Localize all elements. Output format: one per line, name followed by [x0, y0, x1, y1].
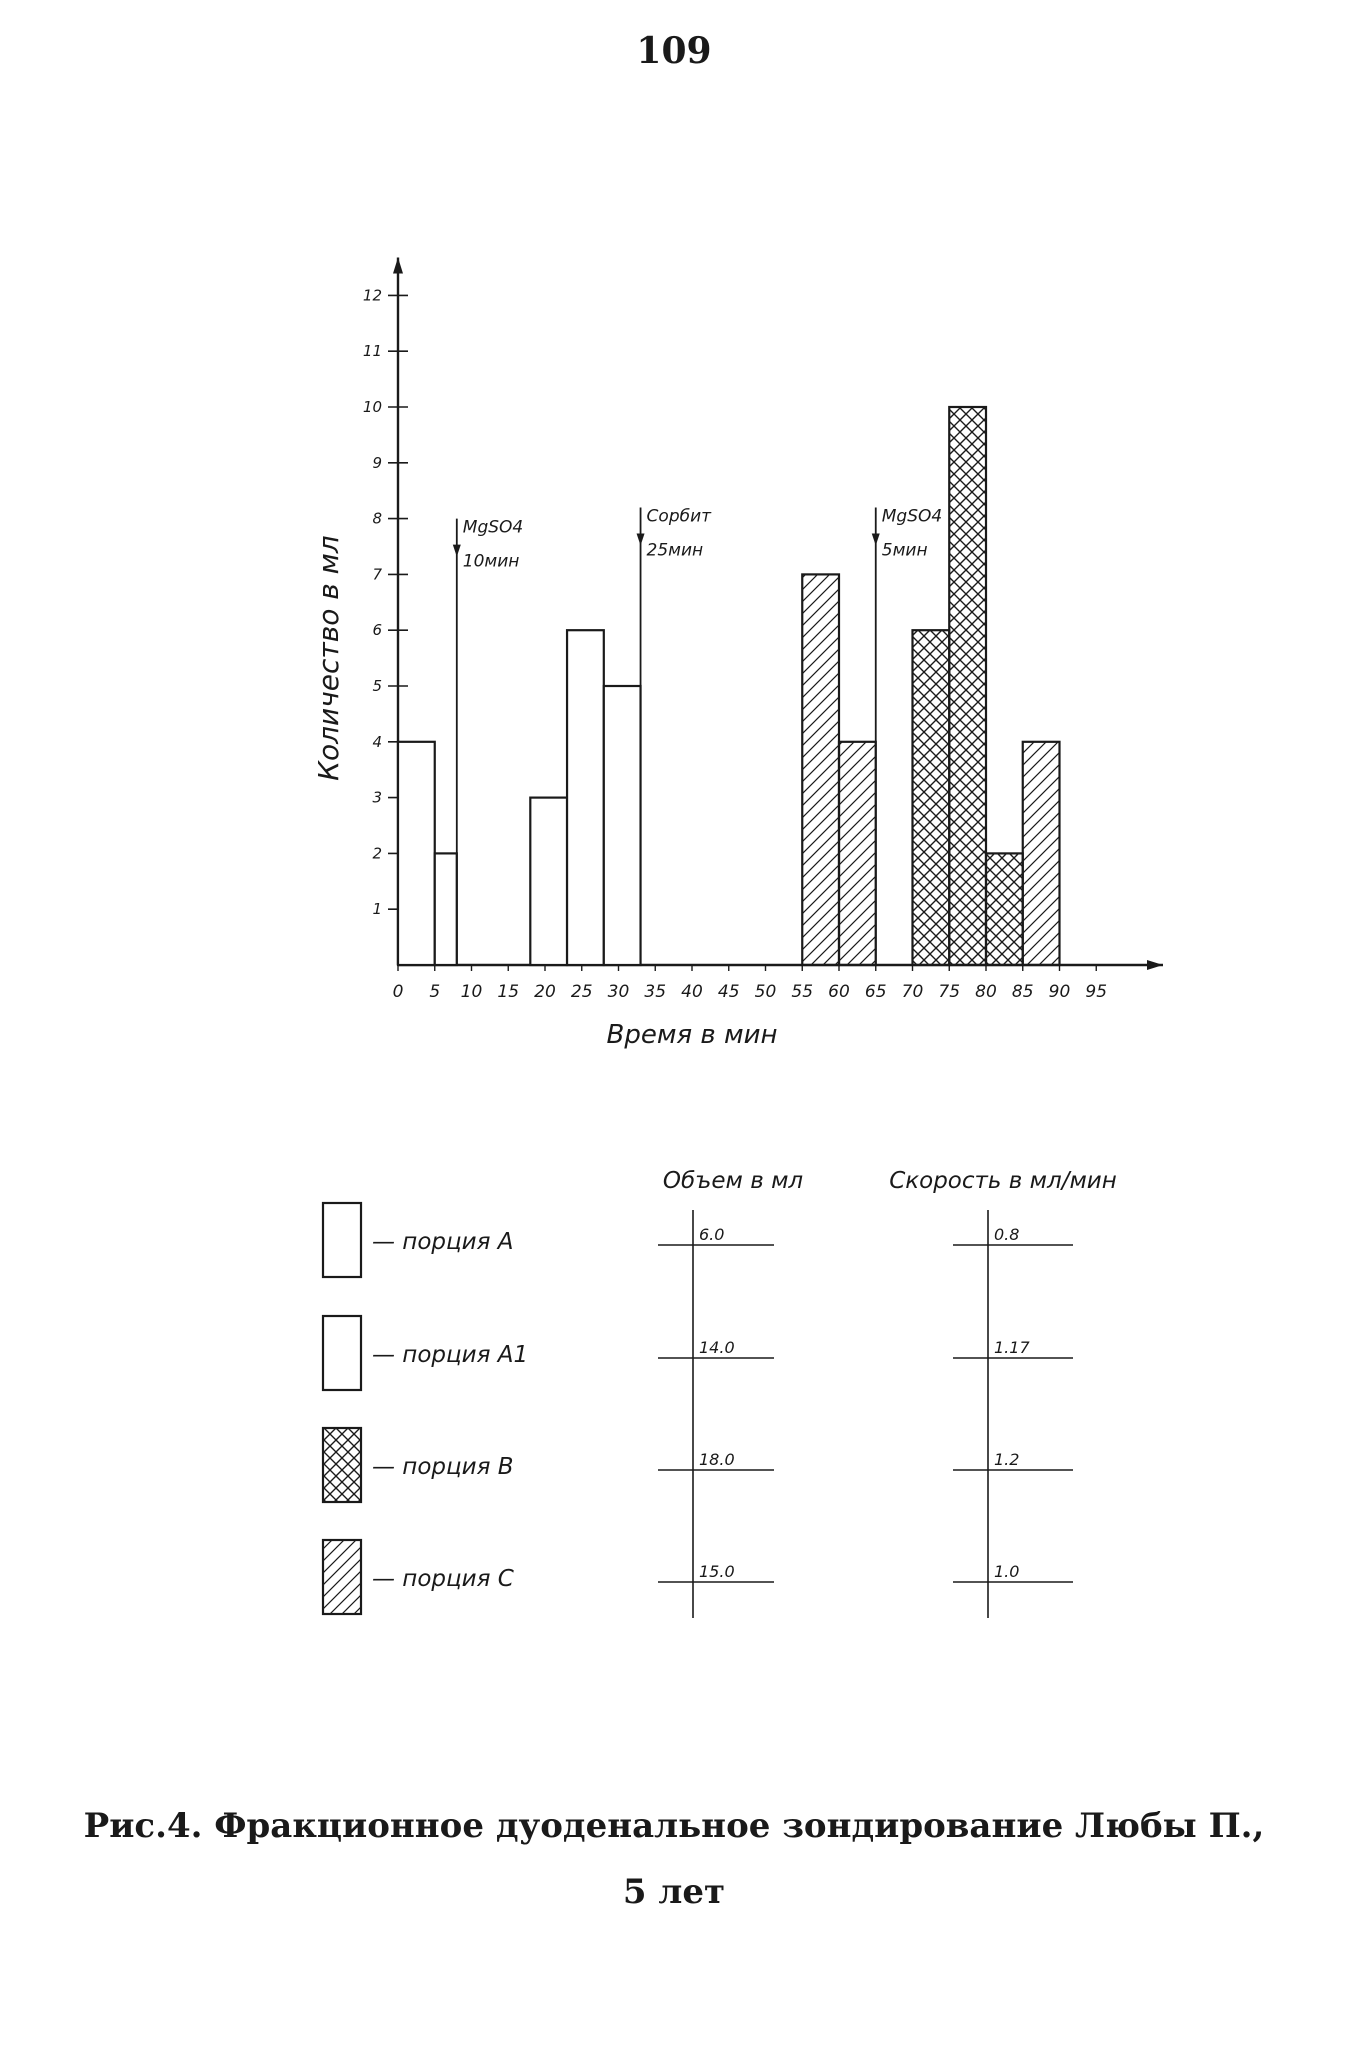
x-tick-label: 90 — [1048, 982, 1071, 1002]
y-tick-label: 1 — [372, 900, 382, 919]
x-tick-label: 55 — [791, 982, 814, 1002]
y-tick-label: 5 — [372, 677, 382, 695]
x-tick-label: 35 — [644, 982, 667, 1002]
rate-value: 1.17 — [994, 1338, 1030, 1357]
x-tick-label: 40 — [681, 982, 703, 1002]
y-axis-arrow — [393, 258, 403, 274]
x-tick-label: 75 — [938, 982, 961, 1002]
annotation-arrowhead — [637, 533, 645, 545]
bar-portion-b — [986, 853, 1023, 965]
annotation-time: 25мин — [646, 540, 704, 561]
legend-swatch-a — [323, 1203, 361, 1277]
x-axis-title: Время в мин — [606, 1020, 778, 1050]
y-tick-label: 10 — [362, 398, 382, 416]
page-number: 109 — [636, 30, 712, 72]
figure-caption-subline: 5 лет — [622, 1872, 726, 1912]
annotation-time: 5мин — [881, 540, 928, 561]
x-tick-label: 25 — [570, 982, 593, 1002]
bar-portion-b — [949, 407, 986, 965]
bar-portion-c — [1023, 742, 1060, 965]
legend-swatch-b — [323, 1428, 361, 1502]
volume-value: 14.0 — [699, 1338, 735, 1357]
histogram-plot — [312, 258, 1163, 1051]
x-tick-label: 95 — [1085, 982, 1108, 1002]
y-tick-label: 7 — [372, 565, 382, 584]
x-axis-arrow — [1147, 960, 1163, 970]
bar-portion-a — [398, 742, 435, 965]
bar-portion-c — [839, 742, 876, 965]
legend-label: — порция С — [372, 1566, 514, 1592]
x-tick-label: 5 — [429, 982, 441, 1002]
x-tick-label: 10 — [460, 982, 483, 1002]
x-tick-label: 85 — [1011, 982, 1034, 1002]
rate-value: 1.0 — [994, 1562, 1020, 1581]
x-tick-label: 30 — [607, 982, 630, 1002]
legend-label: — порция А1 — [372, 1342, 529, 1368]
y-tick-label: 2 — [372, 844, 382, 863]
y-tick-label: 6 — [372, 621, 382, 640]
x-tick-label: 70 — [901, 982, 924, 1002]
legend-table — [323, 1168, 1117, 1618]
x-tick-label: 65 — [864, 982, 887, 1002]
x-tick-label: 20 — [534, 982, 556, 1002]
legend-swatch-a1 — [323, 1316, 361, 1390]
bar-portion-a1 — [530, 798, 567, 965]
annotation-arrowhead — [872, 533, 880, 545]
annotation-arrowhead — [453, 545, 461, 557]
y-tick-label: 12 — [362, 286, 382, 305]
x-tick-label: 50 — [754, 982, 777, 1002]
legend-label: — порция В — [372, 1454, 514, 1480]
bar-portion-a1 — [567, 630, 604, 965]
x-tick-label: 60 — [828, 982, 850, 1002]
y-tick-label: 11 — [362, 342, 382, 361]
annotation-substance: MgSO4 — [881, 506, 943, 527]
bar-portion-b — [913, 630, 950, 965]
bar-portion-c — [802, 574, 839, 965]
annotation-substance: Сорбит — [646, 506, 712, 527]
x-tick-label: 15 — [497, 982, 520, 1002]
y-tick-label: 8 — [372, 509, 382, 528]
x-tick-label: 45 — [717, 982, 740, 1002]
bar-portion-a — [435, 853, 457, 965]
legend-label: — порция А — [372, 1229, 514, 1255]
annotation-time: 10мин — [462, 551, 520, 572]
volume-column-header: Объем в мл — [662, 1168, 804, 1194]
y-tick-label: 9 — [372, 453, 382, 472]
bar-portion-a1 — [604, 686, 641, 965]
volume-value: 6.0 — [699, 1225, 725, 1244]
volume-value: 18.0 — [699, 1450, 735, 1469]
rate-value: 0.8 — [994, 1225, 1020, 1244]
rate-column-header: Скорость в мл/мин — [889, 1168, 1117, 1194]
x-tick-label: 0 — [392, 982, 404, 1002]
y-axis-title: Количество в мл — [312, 535, 345, 781]
x-tick-label: 80 — [975, 982, 997, 1002]
legend-swatch-c — [323, 1540, 361, 1614]
y-tick-label: 4 — [372, 732, 382, 751]
rate-value: 1.2 — [994, 1450, 1020, 1469]
y-tick-label: 3 — [372, 788, 382, 807]
annotation-substance: MgSO4 — [462, 517, 524, 538]
volume-value: 15.0 — [699, 1562, 735, 1581]
figure-caption: Рис.4. Фракционное дуоденальное зондирование Любы П., — [83, 1806, 1265, 1846]
